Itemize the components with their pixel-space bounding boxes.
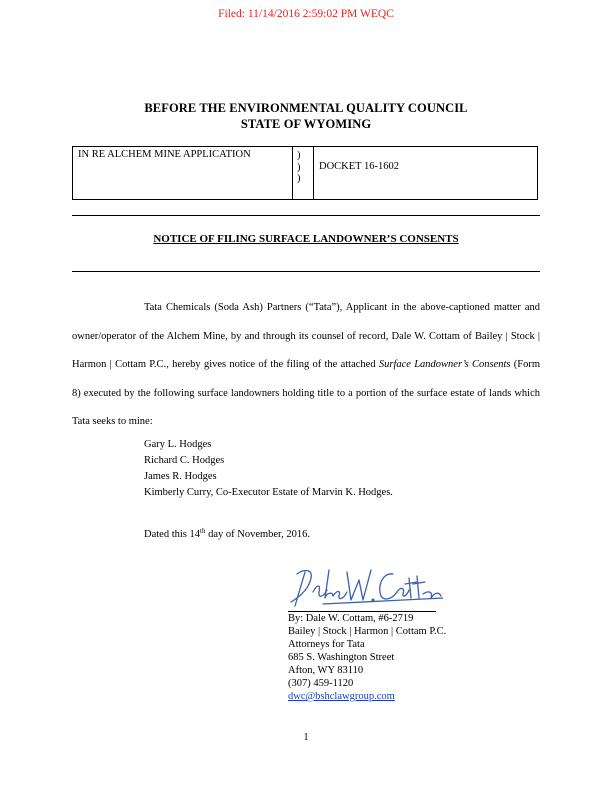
landowner-name: Kimberly Curry, Co-Executor Estate of Marvin K. Hodges. [144,487,393,498]
body-text-italic: Surface Landowner’s Consents [378,359,511,370]
signatory-by-line: By: Dale W. Cottam, #6-2719 [288,613,414,624]
phone-number: (307) 459-1120 [288,678,354,689]
body-text-part1: Tata Chemicals (Soda Ash) Partners (“Tata”), Applicant in the above-captioned matter and owner/operator of the Alchem Mine, by and through its counsel of record, Dale W. Cottam of Bailey | Stock | Harmon | Cottam P.C., hereby gives notice of the filing of the attached [72,302,540,370]
dated-line: Dated this 14th day of November, 2016. [144,527,311,540]
city-state-zip: Afton, WY 83110 [288,665,364,676]
attorney-role: Attorneys for Tata [288,639,365,650]
email-link[interactable]: dwc@bshclawgroup.com [288,691,395,702]
caption-paren: ) [297,150,301,161]
caption-paren: ) [297,161,301,173]
signature-block [288,612,446,703]
page-number: 1 [303,732,309,743]
landowner-list [144,437,393,501]
notice-body [72,294,540,437]
body-text-part2: (Form 8) executed by the following surface landowners holding title to a portion of the surface estate of lands which Tata seeks to mine: [72,359,540,427]
caption-paren: ) [297,173,301,184]
court-heading-line2: STATE OF WYOMING [240,117,372,131]
divider-bottom [72,271,540,272]
court-heading-line1: BEFORE THE ENVIRONMENTAL QUALITY COUNCIL [144,101,468,115]
divider-top [72,215,540,216]
handwritten-signature [283,562,443,612]
filed-stamp: Filed: 11/14/2016 2:59:02 PM WEQC [218,8,394,20]
notice-title: NOTICE OF FILING SURFACE LANDOWNER’S CONSENTS [153,233,459,245]
law-firm-name: Bailey | Stock | Harmon | Cottam P.C. [288,626,447,637]
landowner-name: James R. Hodges [144,471,217,482]
street-address: 685 S. Washington Street [288,652,395,663]
landowner-name: Gary L. Hodges [144,439,212,450]
case-caption-box [72,146,538,200]
case-matter: IN RE ALCHEM MINE APPLICATION [73,147,293,199]
caption-parens [297,150,301,185]
docket-number: DOCKET 16-1602 [313,147,537,199]
landowner-name: Richard C. Hodges [144,455,225,466]
